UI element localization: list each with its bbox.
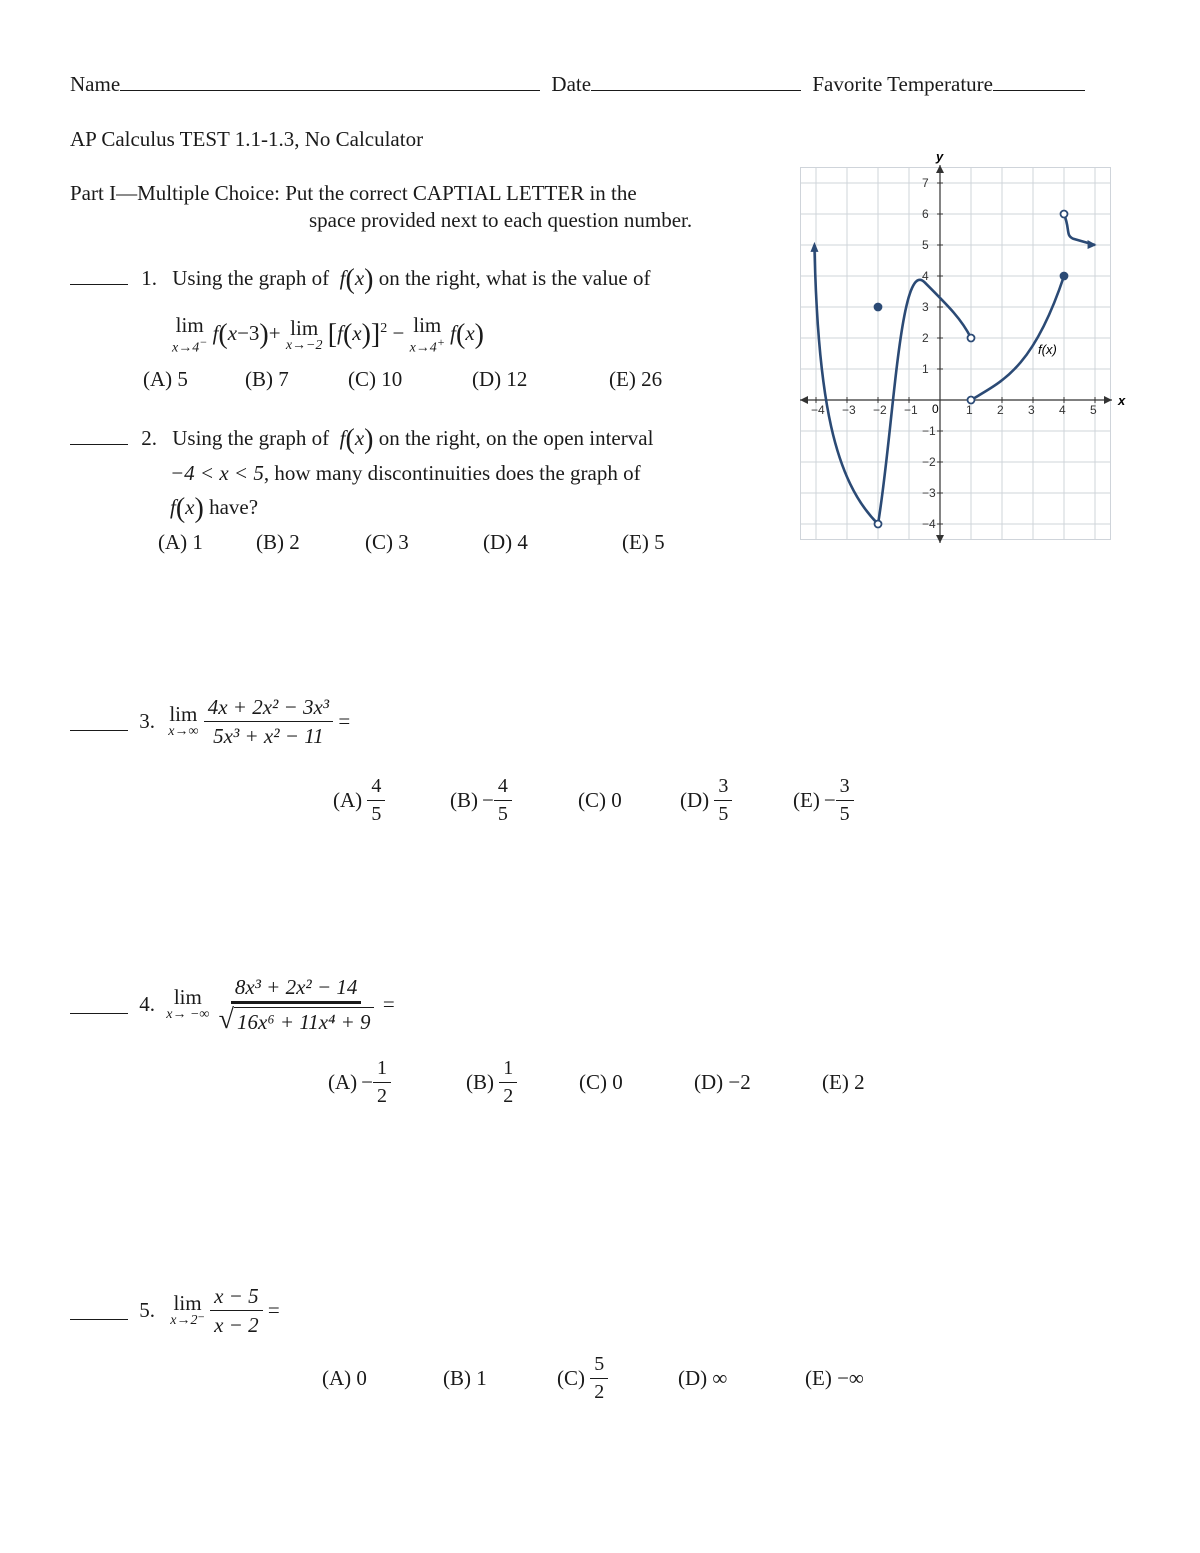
q2-row: 2. Using the graph of f(x) on the right, on the open interval	[70, 424, 653, 456]
x-tick-label: 1	[966, 403, 973, 417]
curve-segment-top	[1064, 214, 1095, 245]
graph-curve-label: f(x)	[1038, 342, 1057, 357]
q1-text-a: Using the graph of	[172, 266, 330, 290]
graph-grid	[801, 168, 1111, 540]
graph-origin-label: 0	[932, 402, 939, 416]
q2-option-e: (E) 5	[622, 530, 665, 554]
x-axis-arrow-left	[800, 396, 808, 404]
x-tick-label: 4	[1059, 403, 1066, 417]
q4-option-a: (A) − $\frac{1}{2}$	[328, 1057, 391, 1108]
q2-fx: f	[334, 426, 346, 450]
y-tick-label: 3	[922, 300, 929, 314]
q5-number: 5.	[139, 1298, 155, 1323]
q4-lim-sub: x→ −∞	[166, 1007, 210, 1023]
q2-line2-text: , how many discontinuities does the graph of	[263, 461, 641, 485]
q2-option-c: (C) 3	[365, 530, 409, 554]
open-point	[875, 521, 882, 528]
curve-arrow-left	[810, 242, 818, 252]
q3-lim-sub: x→∞	[168, 724, 199, 740]
y-tick-label: 5	[922, 238, 929, 252]
open-point	[1061, 211, 1068, 218]
q1-option-d: (D) 12	[472, 367, 528, 391]
q5-fraction	[210, 1284, 263, 1337]
q1-option-c: (C) 10	[348, 367, 403, 391]
q2-answer-blank[interactable]	[70, 426, 128, 445]
q2-number: 2.	[141, 426, 157, 450]
q5-numerator: x − 5	[210, 1284, 263, 1311]
part1-instructions-line1: Part I—Multiple Choice: Put the correct CAPTIAL LETTER in the	[70, 181, 637, 205]
q5-option-a: (A) 0	[322, 1366, 367, 1390]
q3-answer-blank[interactable]	[70, 712, 128, 731]
q5-row: 5. lim x→2⁻ $\frac{x - 5}{x - 2}$ =	[70, 1284, 280, 1337]
q5-denominator: x − 2	[214, 1313, 259, 1338]
y-tick-label: 1	[922, 362, 929, 376]
test-title: AP Calculus TEST 1.1-1.3, No Calculator	[70, 127, 424, 151]
q3-denominator: 5x³ + x² − 11	[213, 724, 324, 749]
open-point	[968, 335, 975, 342]
y-tick-label: −2	[922, 455, 936, 469]
open-point	[968, 397, 975, 404]
part1-instructions-line2: space provided next to each question number.	[309, 208, 693, 232]
q2-line3-text: have?	[209, 495, 259, 519]
q1-row: 1. Using the graph of f(x) on the right, what is the value of	[70, 264, 651, 296]
q4-row: 4. lim x→ −∞ 8x³ + 2x² − 14 √ 16x⁶ + 11x⁴ + 9 =	[70, 975, 395, 1034]
x-tick-label: −1	[904, 403, 918, 417]
q4-option-d: (D) −2	[694, 1070, 751, 1094]
q3-fraction	[204, 695, 333, 748]
q5-option-e: (E) −∞	[805, 1366, 864, 1390]
date-label: Date	[551, 72, 592, 96]
function-graph	[790, 145, 1130, 565]
q2-option-b: (B) 2	[256, 530, 300, 554]
y-tick-label: 6	[922, 207, 929, 221]
q5-answer-blank[interactable]	[70, 1301, 128, 1320]
q3-numerator: 4x + 2x² − 3x³	[204, 695, 333, 722]
q4-option-c: (C) 0	[579, 1070, 623, 1094]
x-tick-label: −3	[842, 403, 856, 417]
closed-point	[875, 304, 882, 311]
q3-number: 3.	[139, 709, 155, 734]
q1-fx: f	[334, 266, 346, 290]
date-field[interactable]	[591, 72, 801, 91]
y-tick-label: 4	[922, 269, 929, 283]
q4-denominator: 16x⁶ + 11x⁴ + 9	[234, 1007, 374, 1034]
q1-option-a: (A) 5	[143, 367, 188, 391]
q1-text-b: on the right, what is the value of	[378, 266, 651, 290]
q1-option-e: (E) 26	[609, 367, 663, 391]
name-field[interactable]	[120, 72, 540, 91]
x-tick-label: 5	[1090, 403, 1097, 417]
q4-answer-blank[interactable]	[70, 995, 128, 1014]
favorite-temperature-label: Favorite Temperature	[812, 72, 993, 96]
y-tick-label: 7	[922, 176, 929, 190]
x-tick-label: −2	[873, 403, 887, 417]
q2-text-a: Using the graph of	[172, 426, 330, 450]
graph-y-axis-label: y	[936, 149, 944, 164]
q3-option-a: (A) $\frac{4}{5}$	[333, 775, 385, 826]
q4-numerator: 8x³ + 2x² − 14	[231, 975, 362, 1004]
y-axis-arrow-up	[936, 165, 944, 173]
name-label: Name	[70, 72, 121, 96]
q4-option-b: (B) $\frac{1}{2}$	[466, 1057, 517, 1108]
q2-text-b: on the right, on the open interval	[378, 426, 654, 450]
q3-option-e: (E) − $\frac{3}{5}$	[793, 775, 854, 826]
q5-option-d: (D) ∞	[678, 1366, 728, 1390]
x-tick-label: 2	[997, 403, 1004, 417]
q1-answer-blank[interactable]	[70, 266, 128, 285]
y-tick-label: −4	[922, 517, 936, 531]
q2-line3: f(x) have?	[170, 493, 259, 524]
q1-expression: lim x→4− f(x−3)+ lim x→−2 $[f(x)]^2$ − lim x→4+ f(x)	[172, 313, 484, 356]
q1-option-b: (B) 7	[245, 367, 289, 391]
favorite-temperature-field[interactable]	[993, 72, 1085, 91]
y-tick-label: 2	[922, 331, 929, 345]
y-tick-label: −3	[922, 486, 936, 500]
q5-option-b: (B) 1	[443, 1366, 487, 1390]
q5-lim-sub: x→2⁻	[170, 1313, 205, 1329]
q3-row: 3. lim x→∞ $\frac{\text{4x + 2x² − 3x³}}{\text{5x³ + x² − 11}}$ =	[70, 695, 350, 748]
closed-point	[1061, 273, 1068, 280]
q5-option-c: (C) $\frac{5}{2}$	[557, 1353, 608, 1404]
header-row	[70, 72, 1085, 97]
q2-option-a: (A) 1	[158, 530, 203, 554]
x-tick-label: 3	[1028, 403, 1035, 417]
graph-x-axis-label: x	[1118, 393, 1126, 408]
y-tick-label: −1	[922, 424, 936, 438]
q3-option-b: (B) − $\frac{4}{5}$	[450, 775, 512, 826]
x-tick-label: −4	[811, 403, 825, 417]
q4-fraction: 8x³ + 2x² − 14 √ 16x⁶ + 11x⁴ + 9	[215, 975, 378, 1034]
q4-number: 4.	[139, 992, 155, 1017]
q2-interval: −4 < x < 5	[170, 461, 264, 485]
q2-option-d: (D) 4	[483, 530, 528, 554]
curve-segment-left	[814, 245, 878, 524]
q3-option-c: (C) 0	[578, 788, 622, 812]
q3-option-d: (D) $\frac{3}{5}$	[680, 775, 732, 826]
q1-number: 1.	[141, 266, 157, 290]
q4-option-e: (E) 2	[822, 1070, 865, 1094]
q2-line2	[170, 461, 641, 486]
